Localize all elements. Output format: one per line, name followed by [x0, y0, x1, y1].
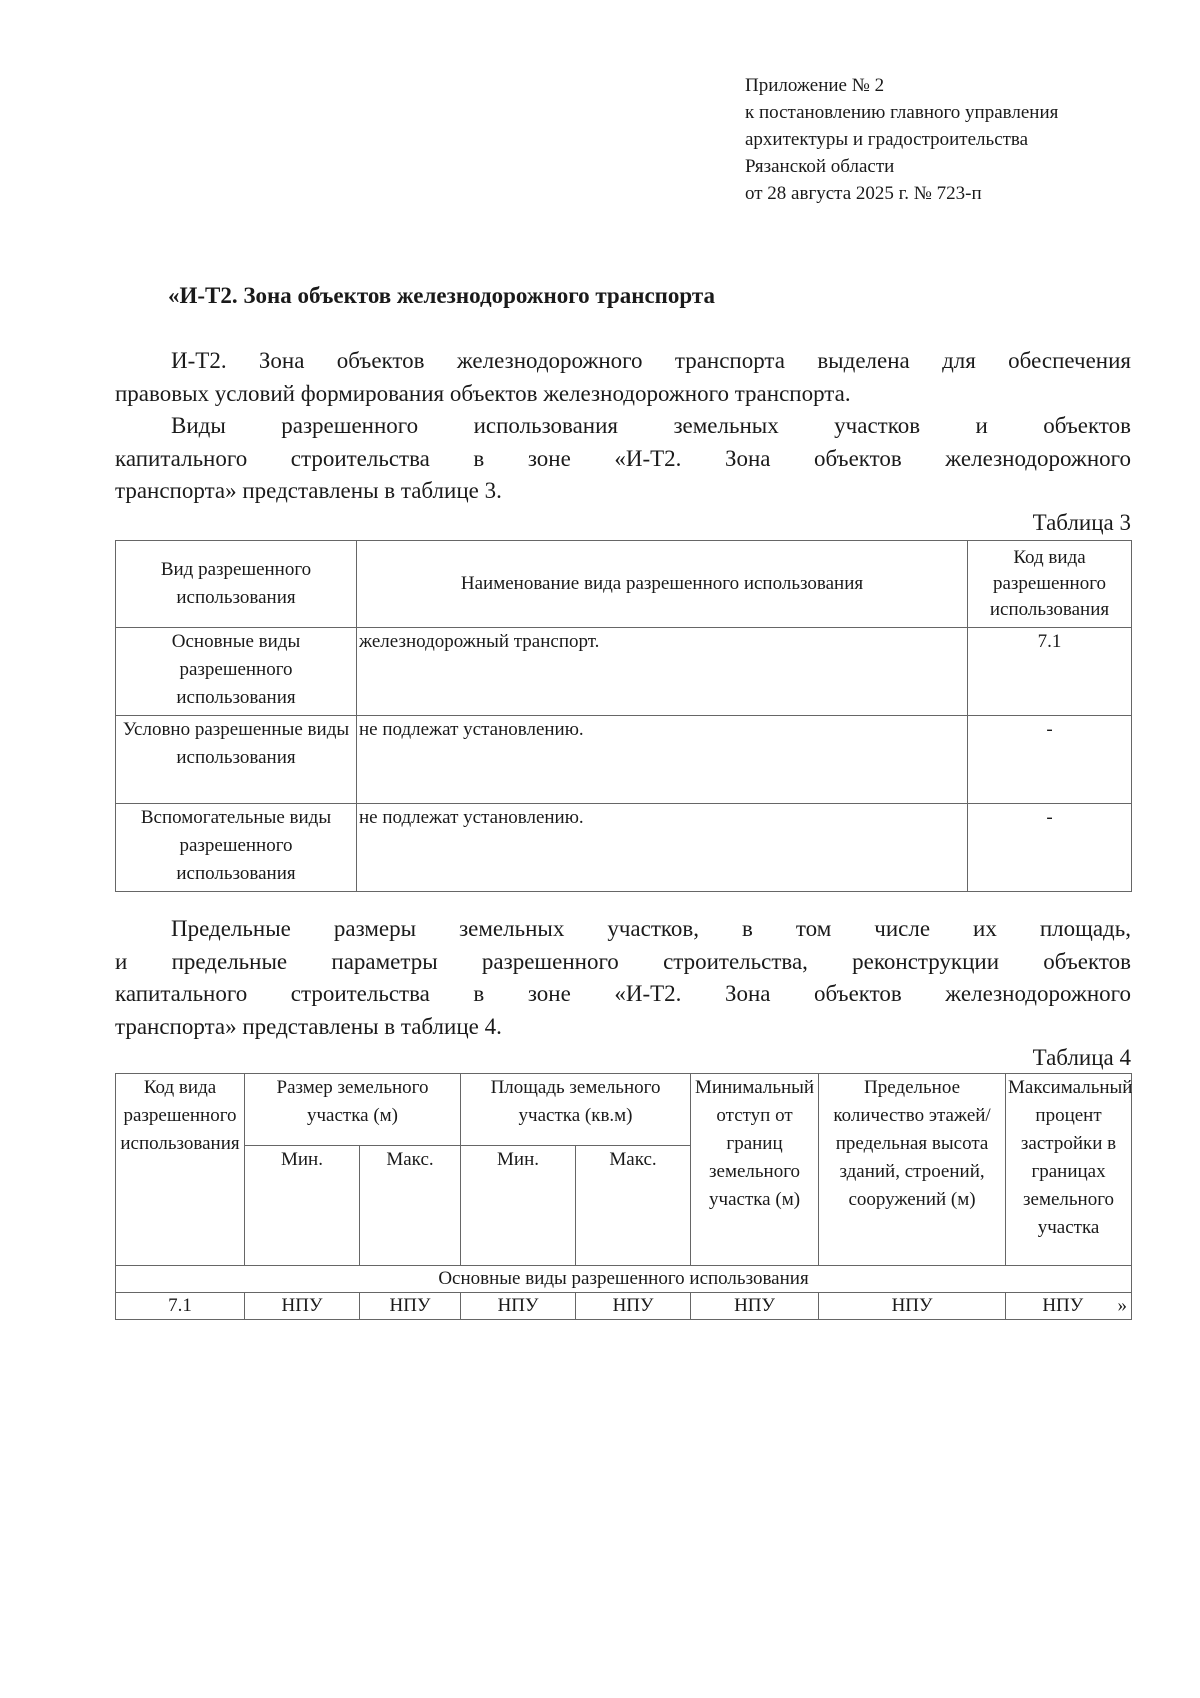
header-line: Рязанской области	[745, 156, 895, 177]
paragraph-line: правовых условий формирования объектов железнодорожного транспорта.	[115, 380, 851, 406]
header-cell: Макс.	[576, 1146, 691, 1266]
paragraph-line: транспорта» представлены в таблице 3.	[115, 478, 502, 503]
permitted-use-table	[115, 540, 1132, 892]
use-name-cell: железнодорожный транспорт.	[357, 628, 968, 716]
section-heading: «И-Т2. Зона объектов железнодорожного транспорта	[168, 283, 716, 308]
table-row	[116, 804, 1132, 892]
header-cell: Максимальный процент застройки в границах земельного участка	[1006, 1074, 1132, 1266]
header-line: Приложение № 2	[745, 75, 885, 96]
value-cell: НПУ	[691, 1293, 819, 1320]
value-cell: НПУ	[245, 1293, 360, 1320]
header-cell: Макс.	[360, 1146, 461, 1266]
header-cell: Наименование вида разрешенного использования	[357, 541, 968, 628]
table-row	[116, 628, 1132, 716]
approval-header	[745, 72, 1058, 207]
use-code-cell: -	[968, 716, 1132, 804]
use-name-cell: не подлежат установлению.	[357, 804, 968, 892]
header-cell: Мин.	[245, 1146, 360, 1266]
parameters-table	[115, 1073, 1132, 1320]
paragraph-line: транспорта» представлены в таблице 4.	[115, 1013, 502, 1039]
value-cell: НПУ	[576, 1293, 691, 1320]
use-type-cell: Основные виды разрешенного использования	[116, 628, 357, 716]
use-type-cell: Условно разрешенные виды использования	[116, 716, 357, 804]
header-cell: Мин.	[461, 1146, 576, 1266]
value-cell: НПУ	[819, 1293, 1006, 1320]
table3-intro-paragraph	[115, 410, 1131, 508]
table-section-row	[116, 1266, 1132, 1293]
paragraph-line: и предельные параметры разрешенного строительства, реконструкции объектов	[115, 948, 1131, 974]
value-text: НПУ	[1042, 1295, 1084, 1316]
use-code-cell: -	[968, 804, 1132, 892]
header-cell: Вид разрешенного использования	[116, 541, 357, 628]
table-header-row	[116, 1074, 1132, 1146]
coverage-cell	[1006, 1293, 1132, 1320]
section-title-cell: Основные виды разрешенного использования	[116, 1266, 1132, 1293]
paragraph-line: Предельные размеры земельных участков, в том числе их площадь,	[171, 916, 1131, 941]
table-row	[116, 716, 1132, 804]
use-name-cell: не подлежат установлению.	[357, 716, 968, 804]
code-cell: 7.1	[116, 1293, 245, 1320]
header-cell: Размер земельного участка (м)	[245, 1074, 461, 1146]
paragraph-line: капитального строительства в зоне «И-Т2. Зона объектов железнодорожного	[115, 981, 1131, 1006]
use-code-cell: 7.1	[968, 628, 1132, 716]
header-cell: Площадь земельного участка (кв.м)	[461, 1074, 691, 1146]
header-line: архитектуры и градостроительства	[745, 129, 1029, 150]
table3-caption: Таблица 3	[1032, 510, 1131, 535]
intro-paragraph	[115, 345, 1131, 410]
header-cell: Минимальный отступ от границ земельного участка (м)	[691, 1074, 819, 1266]
value-cell: НПУ	[461, 1293, 576, 1320]
use-type-cell: Вспомогательные виды разрешенного использования	[116, 804, 357, 892]
table4-intro-paragraph	[115, 913, 1131, 1043]
table-header-row	[116, 541, 1132, 628]
paragraph-line: И-Т2. Зона объектов железнодорожного транспорта выделена для обеспечения	[171, 348, 1131, 373]
closing-quote: »	[1117, 1295, 1128, 1316]
value-cell: НПУ	[360, 1293, 461, 1320]
header-line: к постановлению главного управления	[745, 102, 1059, 123]
header-line: от 28 августа 2025 г. № 723-п	[745, 183, 982, 204]
header-cell: Код вида разрешенного использования	[116, 1074, 245, 1266]
header-cell: Код вида разрешенного использования	[968, 541, 1132, 628]
table4-caption: Таблица 4	[1032, 1045, 1131, 1070]
table-row	[116, 1293, 1132, 1320]
paragraph-line: капитального строительства в зоне «И-Т2. Зона объектов железнодорожного	[115, 445, 1131, 471]
header-cell: Предельное количество этажей/ предельная высота зданий, строений, сооружений (м)	[819, 1074, 1006, 1266]
paragraph-line: Виды разрешенного использования земельных участков и объектов	[171, 413, 1131, 438]
